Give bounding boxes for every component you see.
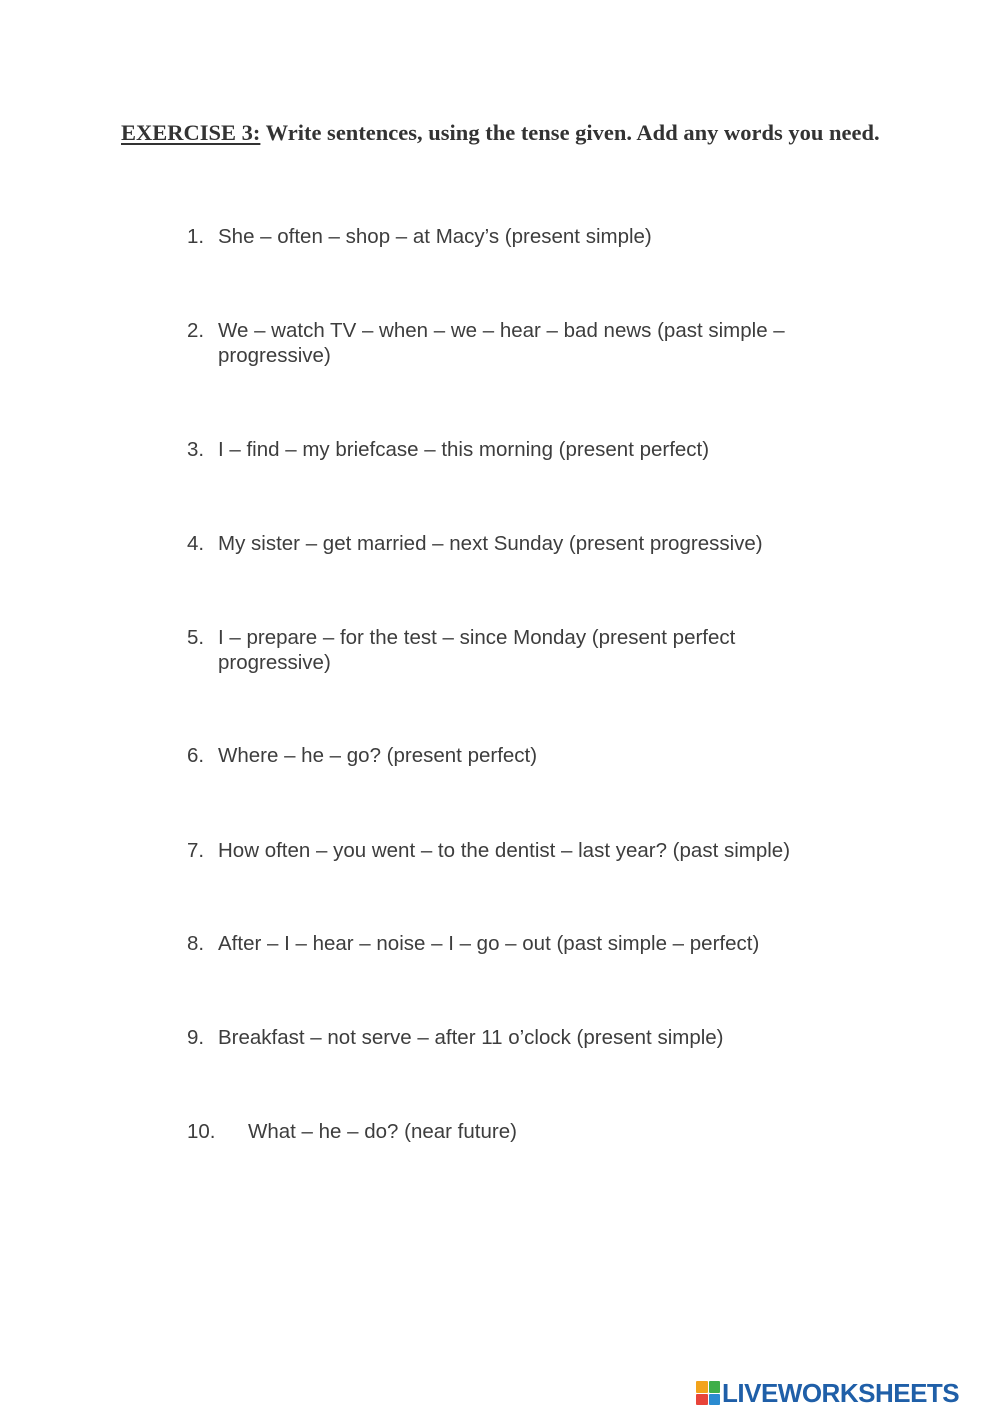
list-item bbox=[187, 224, 838, 249]
liveworksheets-logo-icon bbox=[696, 1381, 720, 1405]
exercise-instruction: Write sentences, using the tense given. Add any words you need. bbox=[260, 120, 880, 145]
list-item bbox=[187, 437, 838, 462]
item-text: After – I – hear – noise – I – go – out (past simple – perfect) bbox=[218, 932, 760, 955]
logo-block bbox=[709, 1394, 721, 1406]
item-number: 7. bbox=[187, 839, 205, 862]
item-text: I – find – my briefcase – this morning (present perfect) bbox=[218, 438, 710, 461]
list-item bbox=[187, 931, 838, 956]
logo-block bbox=[696, 1394, 708, 1406]
list-item bbox=[187, 1025, 838, 1050]
list-item bbox=[187, 743, 838, 768]
item-number: 5. bbox=[187, 626, 205, 649]
exercise-label: EXERCISE 3: bbox=[121, 120, 261, 145]
item-text: What – he – do? (near future) bbox=[248, 1120, 517, 1143]
item-number: 8. bbox=[187, 932, 205, 955]
item-number: 2. bbox=[187, 319, 205, 342]
item-text: We – watch TV – when – we – hear – bad news (past simple – progressive) bbox=[218, 319, 785, 367]
item-number: 3. bbox=[187, 438, 205, 461]
exercise-heading bbox=[121, 112, 881, 153]
list-item bbox=[187, 625, 788, 675]
list-item bbox=[187, 531, 838, 556]
item-text: I – prepare – for the test – since Monday (present perfect progressive) bbox=[218, 626, 736, 674]
item-text: My sister – get married – next Sunday (present progressive) bbox=[218, 532, 763, 555]
item-number: 10. bbox=[187, 1120, 216, 1143]
item-number: 9. bbox=[187, 1026, 205, 1049]
list-item bbox=[187, 1119, 868, 1144]
item-text: Where – he – go? (present perfect) bbox=[218, 744, 538, 767]
item-text: Breakfast – not serve – after 11 o’clock (present simple) bbox=[218, 1026, 724, 1049]
list-item bbox=[187, 318, 838, 368]
liveworksheets-watermark bbox=[696, 1378, 959, 1408]
list-item bbox=[187, 838, 838, 863]
logo-block bbox=[709, 1381, 721, 1393]
watermark-text: LIVEWORKSHEETS bbox=[722, 1377, 960, 1408]
item-number: 6. bbox=[187, 744, 205, 767]
item-text: How often – you went – to the dentist – last year? (past simple) bbox=[218, 839, 791, 862]
item-number: 1. bbox=[187, 225, 205, 248]
logo-block bbox=[696, 1381, 708, 1393]
item-text: She – often – shop – at Macy’s (present simple) bbox=[218, 225, 652, 248]
item-number: 4. bbox=[187, 532, 205, 555]
